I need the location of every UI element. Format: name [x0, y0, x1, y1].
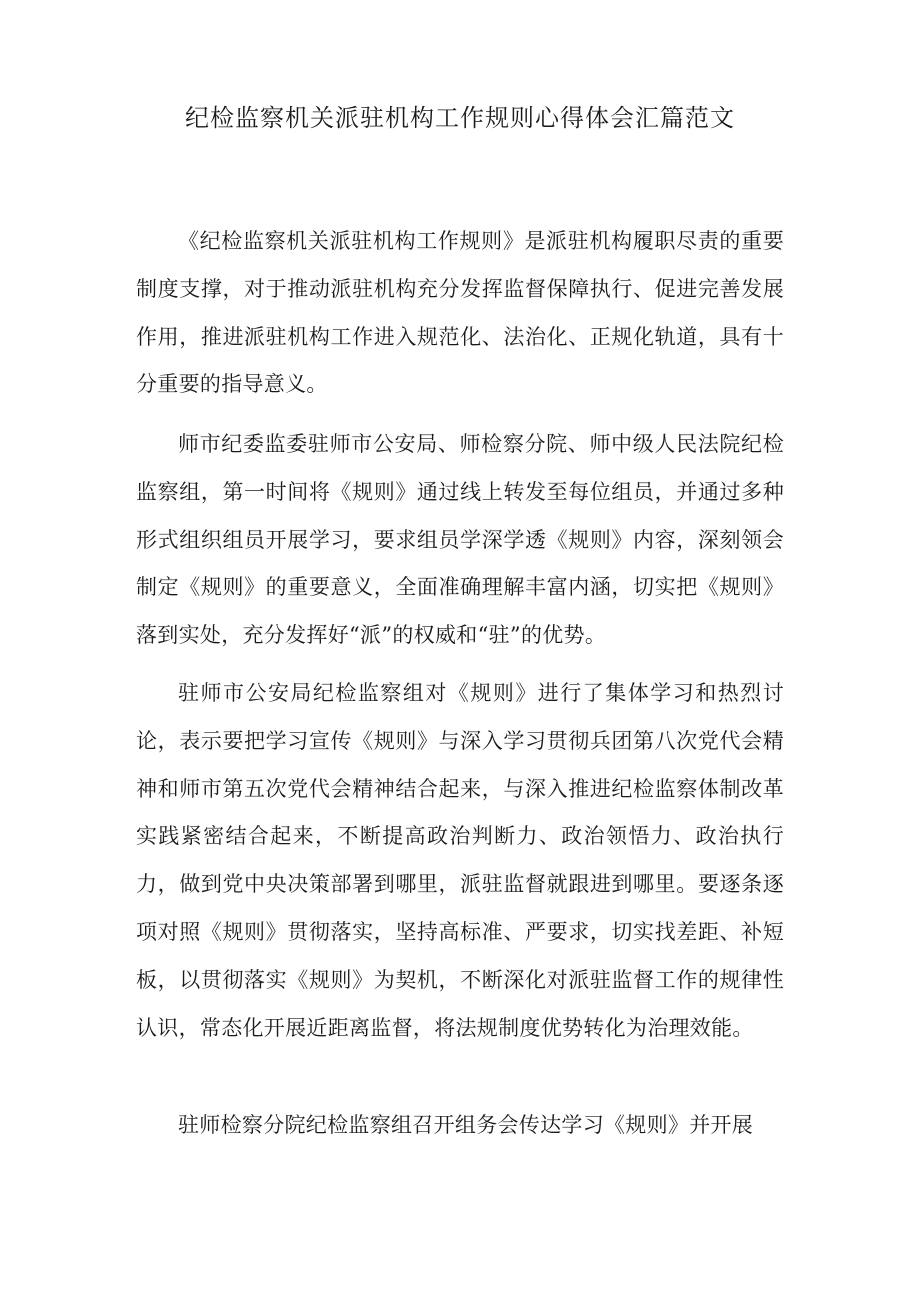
body-paragraph-3: 驻师市公安局纪检监察组对《规则》进行了集体学习和热烈讨论，表示要把学习宣传《规则》与深入学习贯彻兵团第八次党代会精神和师市第五次党代会精神结合起来，与深入推进纪检监察体制改革实践紧密结合起来，不断提高政治判断力、政治领悟力、政治执行力，做到党中央决策部署到哪里，派驻监督就跟进到哪里。要逐条逐项对照《规则》贯彻落实，坚持高标准、严要求，切实找差距、补短板，以贯彻落实《规则》为契机，不断深化对派驻监督工作的规律性认识，常态化开展近距离监督，将法规制度优势转化为治理效能。	[136, 681, 784, 1040]
body-paragraph-1: 《纪检监察机关派驻机构工作规则》是派驻机构履职尽责的重要制度支撑，对于推动派驻机构充分发挥监督保障执行、促进完善发展作用，推进派驻机构工作进入规范化、法治化、正规化轨道，具有十分重要的指导意义。	[136, 229, 784, 397]
document-title: 纪检监察机关派驻机构工作规则心得体会汇篇范文	[185, 104, 735, 132]
body-paragraph-2: 师市纪委监委驻师市公安局、师检察分院、师中级人民法院纪检监察组，第一时间将《规则》通过线上转发至每位组员，并通过多种形式组织组员开展学习，要求组员学深学透《规则》内容，深刻领会制定《规则》的重要意义，全面准确理解丰富内涵，切实把《规则》落到实处，充分发挥好“派”的权威和“驻”的优势。	[136, 432, 784, 648]
body-paragraph-4: 驻师检察分院纪检监察组召开组务会传达学习《规则》并开展	[178, 1113, 754, 1137]
